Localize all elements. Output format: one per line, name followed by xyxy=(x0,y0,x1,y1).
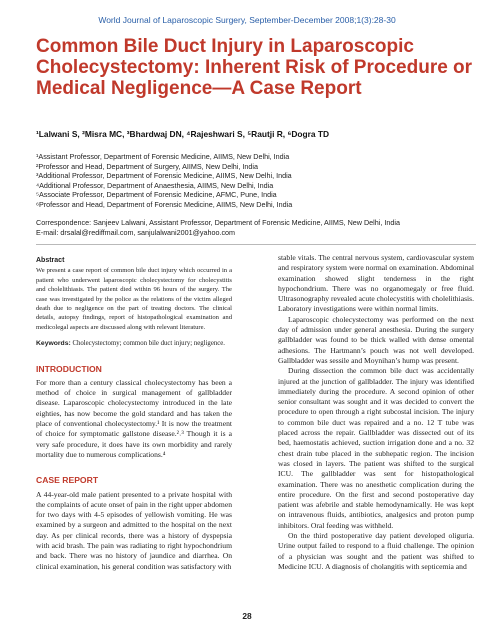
affiliations xyxy=(36,152,476,210)
introduction-text: For more than a century classical cholecystectomy has been a method of choice in surgical management of gallbladder disease. Laparoscopic cholecystectomy introduced in the late eighties, has now become the gold standard and has taken the place of conventional cholecystectomy.¹ It is now the treatment of choice for symptomatic gallstone disease.²˒³ Though it is a very safe procedure, it does have its own morbidity and rarely mortality due to numerous complications.⁴ xyxy=(36,377,232,459)
title-line: Medical Negligence—A Case Report xyxy=(36,78,362,99)
body-paragraph: stable vitals. The central nervous system, cardiovascular system and respiratory system were normal on examination. Abdominal examination showed slight tenderness in the right hypochondrium. There was no organomegaly or free fluid. Ultrasonography revealed acute cholecystitis with cholelithiasis. Laboratory investigations were within normal limits. xyxy=(278,253,474,314)
introduction-heading: INTRODUCTION xyxy=(36,363,102,374)
abstract-text: We present a case report of common bile duct injury which occurred in a patient who underwent laparoscopic cholecystectomy for cholecystitis and cholelithiasis. The patient died within 96 hours of the surgery. The case was investigated by the police as the relations of the victim alleged death due to negligence on the part of treating doctors. The clinical details, autopsy findings, report of histopathological examination and medicolegal aspects are discussed along with relevant literature. xyxy=(36,267,232,331)
affiliation-line: ¹Assistant Professor, Department of Forensic Medicine, AIIMS, New Delhi, India xyxy=(36,152,290,161)
keywords xyxy=(36,339,232,348)
section-divider xyxy=(36,244,476,245)
body-paragraph: During dissection the common bile duct was accidentally injured at the junction of gallbladder. The injury was identified immediately during the procedure. A second opinion of other senior consultant was sought and it was decided to convert the procedure to open through a right subcostal incision. The injury to common bile duct was repaired and a no. 12 T tube was placed across the repair. Gallbladder was dissected out of its bed, haemostatis achieved, suction irrigation done and a no. 32 chest drain tube placed in the subhepatic region. The incision was closed in layers. The patient was shifted to the surgical ICU. The gallbladder was sent for histopathological examination. There was no anesthetic complication during the entire procedure. On the first and second postoperative day patient was afebrile and stable hemodynamically. He was kept on intravenous fluids, antibiotics, analgesics and proton pump inhibitors. Oral feeding was withheld. xyxy=(278,366,474,530)
title-line: Common Bile Duct Injury in Laparoscopic xyxy=(36,36,414,57)
abstract-heading: Abstract xyxy=(36,257,65,264)
author-list: ¹Lalwani S, ²Misra MC, ³Bhardwaj DN, ⁴Rajeshwari S, ⁵Rautji R, ⁶Dogra TD xyxy=(36,129,330,139)
keywords-label: Keywords: xyxy=(36,340,71,348)
correspondence-email: E-mail: drsalal@rediffmail.com, sanjulalwani2001@yahoo.com xyxy=(36,227,236,237)
title-line: Cholecystectomy: Inherent Risk of Procedure or xyxy=(36,57,473,78)
case-report-heading: CASE REPORT xyxy=(36,475,99,486)
keywords-text: Cholecystectomy; common bile duct injury; negligence. xyxy=(70,340,225,348)
page-number: 28 xyxy=(242,611,252,621)
affiliation-line: ⁶Professor and Head, Department of Forensic Medicine, AIIMS, New Delhi, India xyxy=(36,199,293,209)
affiliation-line: ⁵Associate Professor, Department of Forensic Medicine, AFMC, Pune, India xyxy=(36,190,277,200)
case-report-text: A 44-year-old male patient presented to a private hospital with the complaints of acute onset of pain in the right upper abdomen for two days with 4-5 episodes of yellowish vomiting. He was examined by a surgeon and admitted to the hospital on the next day. As per clinical records, there was a history of dyspepsia with acid brash. The pain was radiating to right hypochondrium and back. There was no history of jaundice and diarrhea. On clinical examination, his general condition was satisfactory with xyxy=(36,489,232,571)
correspondence-line: Correspondence: Sanjeev Lalwani, Assistant Professor, Department of Forensic Medicine, AIIMS, New Delhi, India xyxy=(36,218,400,227)
body-paragraph: Laparoscopic cholecystectomy was performed on the next day of admission under general anesthesia. During the surgery gallbladder was found to be thick walled with dense omental adhesions. The Hartmann’s pouch was not well developed. Gallbladder was sessile and Moynihan’s hump was present. xyxy=(278,314,474,365)
article-title xyxy=(36,36,476,99)
journal-header: World Journal of Laparoscopic Surgery, September-December 2008;1(3):28-30 xyxy=(98,15,396,25)
correspondence xyxy=(36,218,476,237)
affiliation-line: ⁴Additional Professor, Department of Anaesthesia, AIIMS, New Delhi, India xyxy=(36,180,274,190)
right-column xyxy=(278,253,474,572)
body-paragraph: On the third postoperative day patient developed oliguria. Urine output failed to respond to a fluid challenge. The opinion of a physician was sought and the patient was shifted to Medicine ICU. A diagnosis of cholangitis with septicemia and xyxy=(278,531,474,571)
affiliation-line: ³Additional Professor, Department of Forensic Medicine, AIIMS, New Delhi, India xyxy=(36,171,292,181)
affiliation-line: ²Professor and Head, Department of Surgery, AIIMS, New Delhi, India xyxy=(36,161,258,171)
left-column xyxy=(36,256,232,572)
